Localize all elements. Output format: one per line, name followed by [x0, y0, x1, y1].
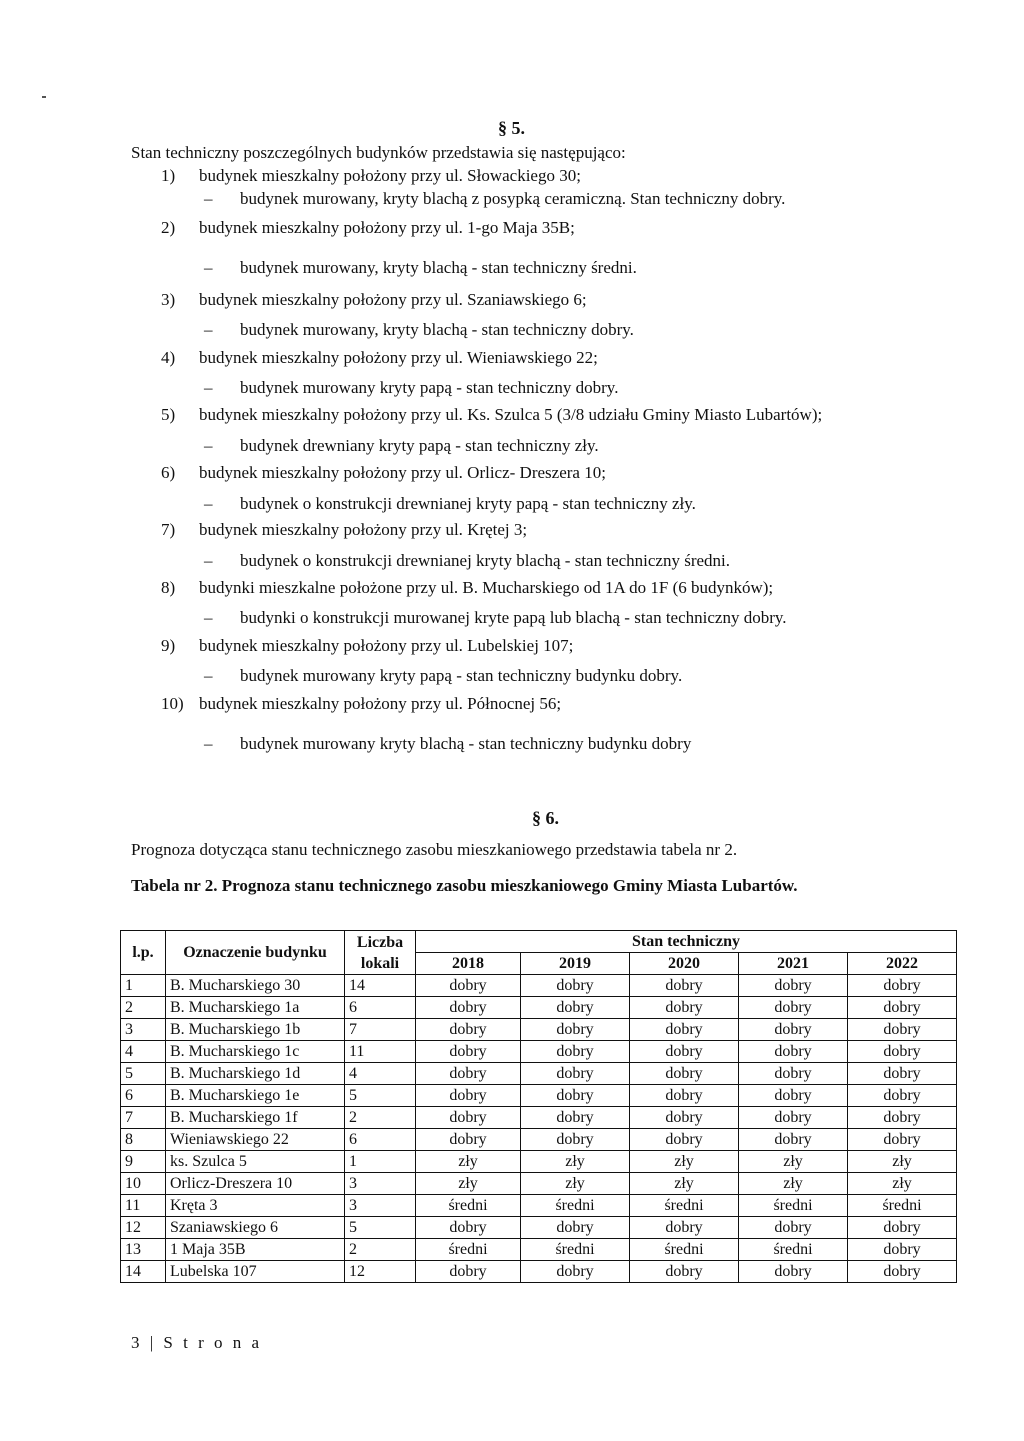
list-item-number: 2)	[161, 218, 176, 237]
table-header-row	[121, 931, 957, 953]
cell-units: 3	[345, 1195, 416, 1217]
cell-state: dobry	[848, 1019, 957, 1041]
cell-state: zły	[521, 1173, 630, 1195]
cell-state: dobry	[630, 1129, 739, 1151]
cell-state: dobry	[521, 1063, 630, 1085]
list-item-detail-text: budynek murowany kryty blachą - stan techniczny budynku dobry	[240, 734, 692, 753]
cell-name: B. Mucharskiego 1d	[166, 1063, 345, 1085]
cell-lp: 9	[121, 1151, 166, 1173]
table-row	[121, 1041, 957, 1063]
dash-bullet: –	[204, 494, 213, 513]
cell-state: zły	[416, 1151, 521, 1173]
list-item-number: 9)	[161, 636, 176, 655]
cell-state: dobry	[848, 1239, 957, 1261]
cell-name: B. Mucharskiego 1f	[166, 1107, 345, 1129]
list-item-number: 5)	[161, 405, 176, 424]
cell-units: 14	[345, 975, 416, 997]
list-item-detail	[204, 608, 787, 628]
forecast-table	[120, 930, 957, 1283]
cell-units: 2	[345, 1239, 416, 1261]
cell-state: dobry	[739, 1041, 848, 1063]
list-item-address-text: budynek mieszkalny położony przy ul. Słowackiego 30;	[199, 166, 581, 185]
cell-state: dobry	[630, 997, 739, 1019]
cell-state: zły	[848, 1173, 957, 1195]
cell-units: 6	[345, 1129, 416, 1151]
list-item-number: 7)	[161, 520, 176, 539]
cell-state: dobry	[848, 1107, 957, 1129]
cell-state: zły	[739, 1151, 848, 1173]
table-row	[121, 1063, 957, 1085]
list-item-address	[161, 636, 573, 656]
cell-state: zły	[739, 1173, 848, 1195]
cell-units: 6	[345, 997, 416, 1019]
list-item-address-text: budynek mieszkalny położony przy ul. Północnej 56;	[199, 694, 562, 713]
header-year: 2018	[416, 953, 521, 975]
cell-state: dobry	[630, 1041, 739, 1063]
cell-state: dobry	[848, 1041, 957, 1063]
list-item-address-text: budynki mieszkalne położone przy ul. B. Mucharskiego od 1A do 1F (6 budynków);	[199, 578, 774, 597]
section-5-intro: Stan techniczny poszczególnych budynków przedstawia się następująco:	[131, 143, 626, 162]
list-item-detail	[204, 666, 682, 686]
dash-bullet: –	[204, 378, 213, 397]
cell-name: ks. Szulca 5	[166, 1151, 345, 1173]
cell-state: dobry	[416, 1041, 521, 1063]
cell-lp: 2	[121, 997, 166, 1019]
list-item-detail	[204, 551, 730, 571]
cell-state: dobry	[416, 1107, 521, 1129]
cell-name: B. Mucharskiego 1c	[166, 1041, 345, 1063]
header-lp: l.p.	[121, 931, 166, 975]
cell-state: dobry	[416, 997, 521, 1019]
cell-units: 5	[345, 1085, 416, 1107]
list-item-number: 4)	[161, 348, 176, 367]
dash-bullet: –	[204, 608, 213, 627]
cell-name: Szaniawskiego 6	[166, 1217, 345, 1239]
forecast-table-wrapper	[120, 930, 957, 1283]
cell-state: dobry	[521, 997, 630, 1019]
dash-bullet: –	[204, 189, 213, 208]
cell-state: dobry	[416, 1261, 521, 1283]
header-units: Liczba lokali	[345, 931, 416, 975]
cell-lp: 12	[121, 1217, 166, 1239]
cell-state: dobry	[521, 1217, 630, 1239]
page-footer: 3 | S t r o n a	[131, 1333, 263, 1352]
list-item-address-text: budynek mieszkalny położony przy ul. Orlicz- Dreszera 10;	[199, 463, 606, 482]
header-state: Stan techniczny	[416, 931, 957, 953]
list-item-detail	[204, 436, 599, 456]
cell-units: 7	[345, 1019, 416, 1041]
cell-state: dobry	[630, 1085, 739, 1107]
cell-state: dobry	[521, 1041, 630, 1063]
table-row	[121, 1195, 957, 1217]
cell-state: dobry	[848, 997, 957, 1019]
table-row	[121, 997, 957, 1019]
cell-state: dobry	[521, 975, 630, 997]
cell-state: dobry	[848, 1261, 957, 1283]
cell-name: B. Mucharskiego 1b	[166, 1019, 345, 1041]
header-name: Oznaczenie budynku	[166, 931, 345, 975]
list-item-detail	[204, 320, 634, 340]
list-item-number: 8)	[161, 578, 176, 597]
cell-name: B. Mucharskiego 30	[166, 975, 345, 997]
table-row	[121, 1107, 957, 1129]
cell-lp: 7	[121, 1107, 166, 1129]
dash-bullet: –	[204, 734, 213, 753]
list-item-detail	[204, 378, 618, 398]
list-item-detail-text: budynki o konstrukcji murowanej kryte papą lub blachą - stan techniczny dobry.	[240, 608, 787, 627]
cell-lp: 4	[121, 1041, 166, 1063]
list-item-number: 10)	[161, 694, 184, 713]
list-item-detail-text: budynek murowany kryty papą - stan techniczny dobry.	[240, 378, 619, 397]
cell-units: 4	[345, 1063, 416, 1085]
header-year: 2022	[848, 953, 957, 975]
cell-lp: 6	[121, 1085, 166, 1107]
cell-state: dobry	[739, 1019, 848, 1041]
cell-state: dobry	[416, 1019, 521, 1041]
cell-state: dobry	[848, 1129, 957, 1151]
cell-units: 1	[345, 1151, 416, 1173]
cell-state: dobry	[848, 1063, 957, 1085]
section-6-intro: Prognoza dotycząca stanu technicznego zasobu mieszkaniowego przedstawia tabela nr 2.	[131, 840, 738, 859]
cell-name: Wieniawskiego 22	[166, 1129, 345, 1151]
cell-state: dobry	[739, 1129, 848, 1151]
cell-lp: 8	[121, 1129, 166, 1151]
list-item-detail	[204, 258, 637, 278]
cell-lp: 13	[121, 1239, 166, 1261]
table-row	[121, 1239, 957, 1261]
cell-units: 3	[345, 1173, 416, 1195]
cell-state: zły	[630, 1151, 739, 1173]
list-item-address	[161, 166, 581, 186]
list-item-address	[161, 694, 561, 714]
cell-state: dobry	[848, 1217, 957, 1239]
list-item-number: 6)	[161, 463, 176, 482]
dash-bullet: –	[204, 666, 213, 685]
cell-state: zły	[521, 1151, 630, 1173]
cell-state: średni	[630, 1195, 739, 1217]
list-item-address	[161, 578, 773, 598]
cell-state: dobry	[416, 975, 521, 997]
table-row	[121, 1261, 957, 1283]
list-item-detail-text: budynek o konstrukcji drewnianej kryty blachą - stan techniczny średni.	[240, 551, 731, 570]
cell-state: dobry	[739, 975, 848, 997]
cell-state: dobry	[630, 1107, 739, 1129]
cell-state: średni	[739, 1195, 848, 1217]
list-item-address	[161, 520, 527, 540]
cell-state: dobry	[630, 1063, 739, 1085]
list-item-address	[161, 405, 822, 425]
cell-state: dobry	[416, 1217, 521, 1239]
list-item-detail	[204, 734, 691, 754]
list-item-address-text: budynek mieszkalny położony przy ul. 1-go Maja 35B;	[199, 218, 575, 237]
cell-state: dobry	[739, 997, 848, 1019]
cell-state: średni	[848, 1195, 957, 1217]
cell-state: zły	[630, 1173, 739, 1195]
table-row	[121, 1151, 957, 1173]
cell-state: dobry	[521, 1019, 630, 1041]
cell-state: dobry	[739, 1085, 848, 1107]
list-item-address	[161, 218, 575, 238]
list-item-detail-text: budynek murowany, kryty blachą z posypką ceramiczną. Stan techniczny dobry.	[240, 189, 786, 208]
list-item-address-text: budynek mieszkalny położony przy ul. Wieniawskiego 22;	[199, 348, 598, 367]
cell-state: dobry	[521, 1129, 630, 1151]
list-item-detail-text: budynek murowany kryty papą - stan techniczny budynku dobry.	[240, 666, 683, 685]
cell-state: dobry	[739, 1217, 848, 1239]
dash-bullet: –	[204, 258, 213, 277]
cell-name: 1 Maja 35B	[166, 1239, 345, 1261]
list-item-detail-text: budynek o konstrukcji drewnianej kryty papą - stan techniczny zły.	[240, 494, 696, 513]
cell-state: dobry	[521, 1261, 630, 1283]
section-5-heading: § 5.	[498, 118, 525, 138]
dash-bullet: –	[204, 436, 213, 455]
cell-units: 2	[345, 1107, 416, 1129]
table-row	[121, 1085, 957, 1107]
list-item-detail	[204, 189, 785, 209]
cell-lp: 3	[121, 1019, 166, 1041]
cell-state: dobry	[848, 1085, 957, 1107]
cell-state: dobry	[521, 1107, 630, 1129]
cell-lp: 10	[121, 1173, 166, 1195]
table-row	[121, 1129, 957, 1151]
list-item-address	[161, 463, 606, 483]
cell-state: dobry	[739, 1261, 848, 1283]
cell-state: średni	[521, 1239, 630, 1261]
list-item-detail-text: budynek murowany, kryty blachą - stan techniczny średni.	[240, 258, 637, 277]
list-item-number: 3)	[161, 290, 176, 309]
cell-lp: 1	[121, 975, 166, 997]
list-item-number: 1)	[161, 166, 176, 185]
cell-lp: 5	[121, 1063, 166, 1085]
list-item-address-text: budynek mieszkalny położony przy ul. Krętej 3;	[199, 520, 528, 539]
cell-state: dobry	[630, 1217, 739, 1239]
cell-state: dobry	[739, 1107, 848, 1129]
dash-bullet: –	[204, 551, 213, 570]
cell-state: dobry	[416, 1129, 521, 1151]
list-item-detail-text: budynek drewniany kryty papą - stan techniczny zły.	[240, 436, 599, 455]
table-row	[121, 1019, 957, 1041]
list-item-detail	[204, 494, 696, 514]
list-item-address-text: budynek mieszkalny położony przy ul. Lubelskiej 107;	[199, 636, 574, 655]
cell-name: Kręta 3	[166, 1195, 345, 1217]
dash-bullet: –	[204, 320, 213, 339]
cell-name: B. Mucharskiego 1e	[166, 1085, 345, 1107]
section-6-heading: § 6.	[532, 808, 559, 828]
header-year: 2020	[630, 953, 739, 975]
cell-lp: 11	[121, 1195, 166, 1217]
cell-state: zły	[416, 1173, 521, 1195]
header-year: 2019	[521, 953, 630, 975]
table-row	[121, 1217, 957, 1239]
cell-units: 5	[345, 1217, 416, 1239]
cell-state: średni	[416, 1239, 521, 1261]
scan-speck	[42, 96, 46, 98]
cell-state: dobry	[630, 1019, 739, 1041]
table-caption: Tabela nr 2. Prognoza stanu technicznego zasobu mieszkaniowego Gminy Miasta Lubartów.	[131, 876, 798, 895]
cell-state: średni	[739, 1239, 848, 1261]
list-item-address	[161, 290, 587, 310]
cell-state: dobry	[521, 1085, 630, 1107]
cell-state: średni	[416, 1195, 521, 1217]
cell-state: dobry	[630, 1261, 739, 1283]
cell-name: Orlicz-Dreszera 10	[166, 1173, 345, 1195]
cell-units: 11	[345, 1041, 416, 1063]
cell-state: średni	[521, 1195, 630, 1217]
cell-state: dobry	[416, 1085, 521, 1107]
cell-lp: 14	[121, 1261, 166, 1283]
cell-state: dobry	[739, 1063, 848, 1085]
cell-state: dobry	[416, 1063, 521, 1085]
cell-name: B. Mucharskiego 1a	[166, 997, 345, 1019]
cell-state: dobry	[630, 975, 739, 997]
cell-units: 12	[345, 1261, 416, 1283]
list-item-detail-text: budynek murowany, kryty blachą - stan techniczny dobry.	[240, 320, 634, 339]
list-item-address-text: budynek mieszkalny położony przy ul. Szaniawskiego 6;	[199, 290, 587, 309]
list-item-address-text: budynek mieszkalny położony przy ul. Ks. Szulca 5 (3/8 udziału Gminy Miasto Lubartów);	[199, 405, 823, 424]
header-year: 2021	[739, 953, 848, 975]
table-body	[121, 975, 957, 1283]
table-row	[121, 975, 957, 997]
cell-name: Lubelska 107	[166, 1261, 345, 1283]
table-row	[121, 1173, 957, 1195]
cell-state: zły	[848, 1151, 957, 1173]
cell-state: średni	[630, 1239, 739, 1261]
list-item-address	[161, 348, 598, 368]
cell-state: dobry	[848, 975, 957, 997]
